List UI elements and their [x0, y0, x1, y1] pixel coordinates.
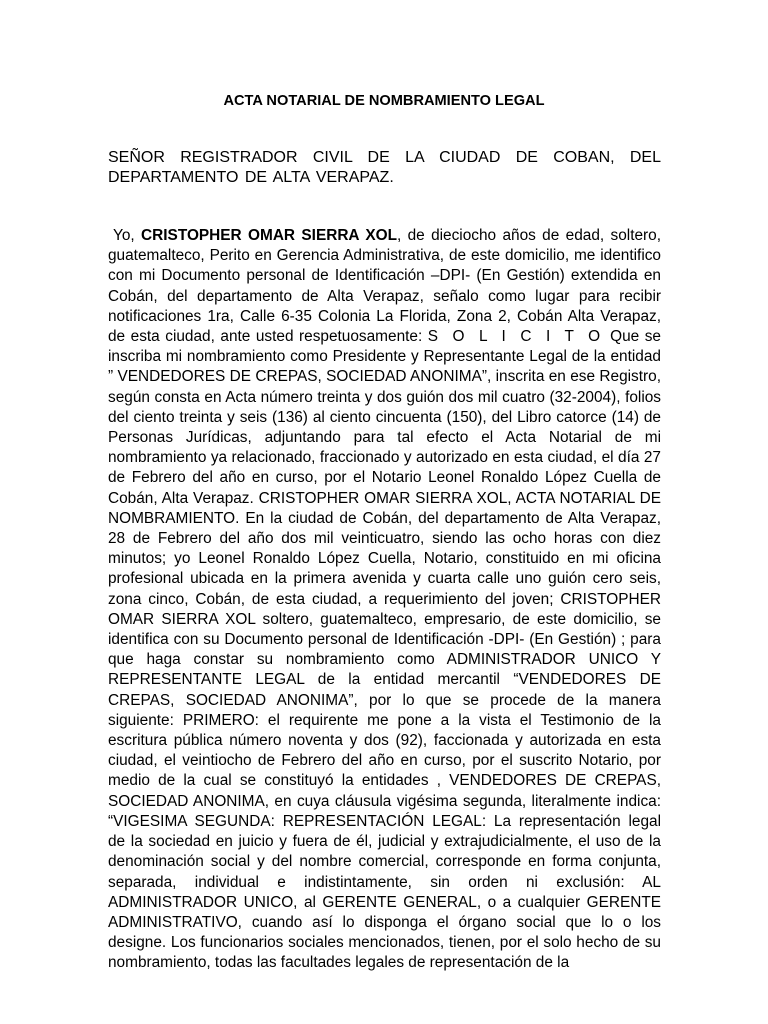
body-intro: Yo, — [113, 227, 142, 244]
body-part-2: Que se inscriba mi nombramiento como Presidente y Representante Legal de la entidad ” VENDEDORES DE CREPAS, SOCIEDAD ANONIMA”, inscrita en ese Registro, según consta en Acta número treinta y dos guión dos mil cuatro (32-2004), folios del ciento treinta y seis (136) al ciento cincuenta (150), del Libro catorce (14) de Personas Jurídicas, adjuntando para tal efecto el Acta Notarial de mi nombramiento ya relacionado, fraccionado y autorizado en esta ciudad, el día 27 de Febrero del año en curso, por el Notario Leonel Ronaldo López Cuella de Cobán, Alta Verapaz. CRISTOPHER OMAR SIERRA XOL, ACTA NOTARIAL DE NOMBRAMIENTO. En la ciudad de Cobán, del departamento de Alta Verapaz, 28 de Febrero del año dos mil veinticuatro, siendo las ocho horas con diez minutos; yo Leonel Ronaldo López Cuella, Notario, constituido en mi oficina profesional ubicada en la primera avenida y cuarta calle uno guión cero seis, zona cinco, Cobán, de esta ciudad, a requerimiento del joven; CRISTOPHER OMAR SIERRA XOL soltero, guatemalteco, empresario, de este domicilio, se identifica con su Documento personal de Identificación -DPI- (En Gestión) ; para que haga constar su nombramiento como ADMINISTRADOR UNICO Y REPRESENTANTE LEGAL de la entidad mercantil “VENDEDORES DE CREPAS, SOCIEDAD ANONIMA”, por lo que se procede de la manera siguiente: PRIMERO: el requirente me pone a la vista el Testimonio de la escritura pública número noventa y dos (92), faccionada y autorizada en esta ciudad, el veintiocho de Febrero del año en curso, por el suscrito Notario, por medio de la cual se constituyó la entidades , VENDEDORES DE CREPAS, SOCIEDAD ANONIMA, en cuya cláusula vigésima segunda, literalmente indica: “VIGESIMA SEGUNDA: REPRESENTACIÓN LEGAL: La representación legal de la sociedad en juicio y fuera de él, judicial y extrajudicialmente, el uso de la denominación social y del nombre comercial, corresponde en forma conjunta, separada, individual e indistintamente, sin orden ni exclusión: AL ADMINISTRADOR UNICO, al GERENTE GENERAL, o a cualquier GERENTE ADMINISTRATIVO, cuando así lo disponga el órgano social que lo o los designe. Los funcionarios sociales mencionados, tienen, por el solo hecho de su nombramiento, todas las facultades legales de representación de la — [108, 328, 661, 972]
solicito-word: S O L I C I T O — [427, 328, 605, 346]
requester-name: CRISTOPHER OMAR SIERRA XOL — [141, 227, 397, 244]
body-part-1: , de dieciocho años de edad, soltero, guatemalteco, Perito en Gerencia Administrativa, de este domicilio, me identifico con mi Documento personal de Identificación –DPI- (En Gestión) extendida en Cobán, del departamento de Alta Verapaz, señalo como lugar para recibir notificaciones 1ra, Calle 6-35 Colonia La Florida, Zona 2, Cobán Alta Verapaz, de esta ciudad, ante usted respetuosamente: — [108, 227, 661, 346]
body-paragraph — [108, 226, 661, 974]
document-title: ACTA NOTARIAL DE NOMBRAMIENTO LEGAL — [223, 93, 545, 109]
addressee-paragraph: SEÑOR REGISTRADOR CIVIL DE LA CIUDAD DE COBAN, DEL DEPARTAMENTO DE ALTA VERAPAZ. — [108, 149, 661, 186]
